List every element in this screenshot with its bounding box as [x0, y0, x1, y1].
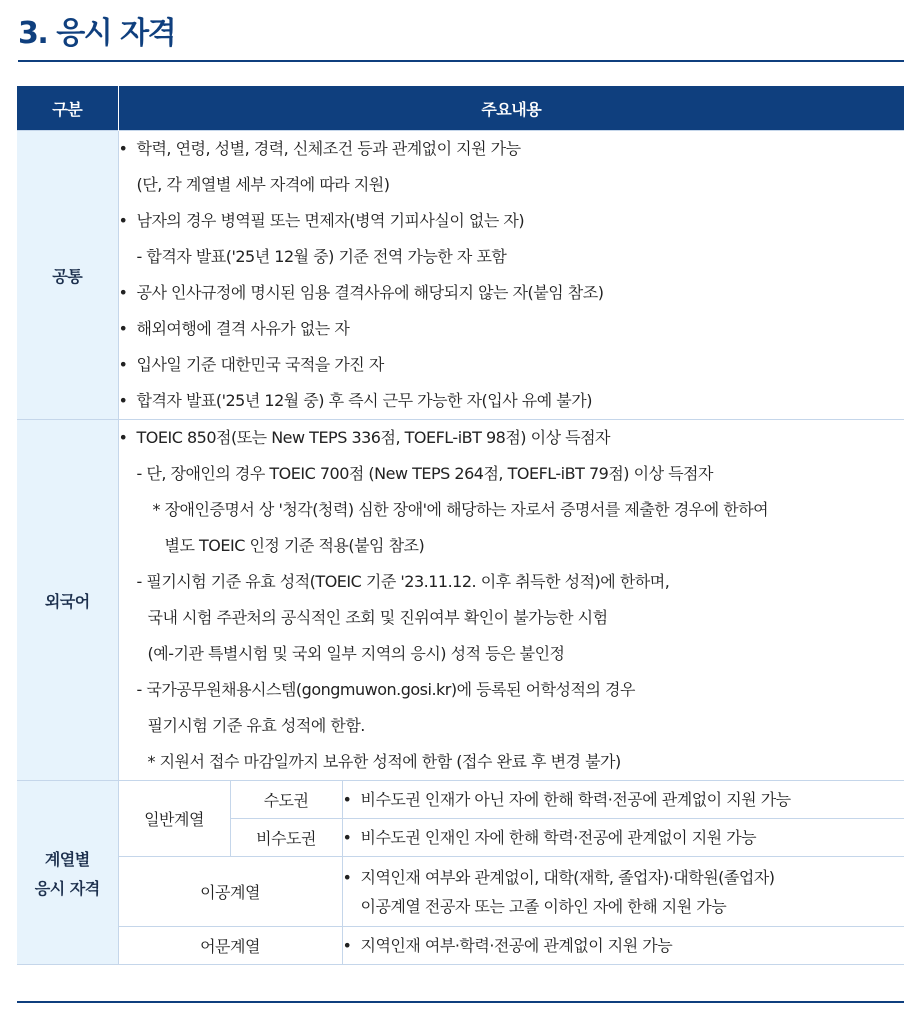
list-item: • 남자의 경우 병역필 또는 면제자(병역 기피사실이 없는 자): [119, 203, 905, 239]
category-foreign-language: 외국어: [17, 420, 118, 781]
list-item: • 지역인재 여부와 관계없이, 대학(재학, 졸업자)·대학원(졸업자): [343, 863, 905, 892]
general-track-label: 일반계열: [118, 781, 230, 857]
list-item: • 해외여행에 결격 사유가 없는 자: [119, 311, 905, 347]
list-subitem-continuation: 필기시험 기준 유효 성적에 한함.: [147, 716, 365, 735]
noncapital-area-content: [342, 819, 904, 857]
header-content: 주요내용: [118, 86, 904, 131]
qualification-table: [17, 86, 904, 965]
list-note: * 지원서 접수 마감일까지 보유한 성적에 한함 (접수 완료 후 변경 불가): [147, 752, 621, 771]
bullet: •: [118, 391, 128, 410]
section-title: 3. 응시 자격: [18, 16, 176, 51]
list-subitem: - 단, 장애인의 경우 TOEIC 700점 (New TEPS 264점, TOEFL-iBT 79점) 이상 득점자: [136, 464, 713, 483]
list-note-continuation: 별도 TOEIC 인정 기준 적용(붙임 참조): [164, 536, 425, 555]
list-item-continuation: 이공계열 전공자 또는 고졸 이하인 자에 한해 지원 가능: [360, 896, 727, 916]
list-item: • 입사일 기준 대한민국 국적을 가진 자: [119, 347, 905, 383]
bullet: •: [118, 319, 128, 338]
list-note: * 장애인증명서 상 '청각(청력) 심한 장애'에 해당하는 자로서 증명서를 제출한 경우에 한하여: [152, 500, 769, 519]
liberal-track-label: 어문계열: [118, 927, 342, 965]
bullet: •: [118, 283, 128, 302]
title-divider: [18, 60, 904, 62]
bullet: •: [118, 211, 128, 230]
row-foreign-language: [17, 420, 904, 781]
bullet: •: [342, 867, 352, 887]
science-track-content: [342, 857, 904, 927]
list-subitem: - 합격자 발표('25년 12월 중) 기준 전역 가능한 자 포함: [136, 247, 507, 266]
bullet: •: [118, 428, 128, 447]
bullet: •: [118, 139, 128, 158]
table-bottom-rule: [17, 1001, 904, 1003]
row-track-science: [17, 857, 904, 927]
list-item: • 비수도권 인재인 자에 한해 학력·전공에 관계없이 지원 가능: [343, 820, 905, 856]
list-item: • TOEIC 850점(또는 New TEPS 336점, TOEFL-iBT 98점) 이상 득점자: [119, 420, 905, 456]
category-common: 공통: [17, 131, 118, 420]
common-content: [118, 131, 904, 420]
capital-area-label: 수도권: [230, 781, 342, 819]
category-track-line1: 계열별: [44, 849, 90, 869]
list-item: • 지역인재 여부·학력·전공에 관계없이 지원 가능: [343, 928, 905, 964]
bullet: •: [342, 789, 352, 809]
list-item: • 비수도권 인재가 아닌 자에 한해 학력·전공에 관계없이 지원 가능: [343, 782, 905, 818]
bullet: •: [118, 355, 128, 374]
list-item: • 합격자 발표('25년 12월 중) 후 즉시 근무 가능한 자(입사 유예 불가): [119, 383, 905, 419]
row-track-capital: [17, 781, 904, 819]
list-item: • 학력, 연령, 성별, 경력, 신체조건 등과 관계없이 지원 가능: [119, 131, 905, 167]
category-track-line2: 응시 자격: [34, 878, 100, 898]
list-item-continuation: (단, 각 계열별 세부 자격에 따라 지원): [136, 175, 390, 194]
capital-area-content: [342, 781, 904, 819]
row-track-liberal: [17, 927, 904, 965]
liberal-track-content: [342, 927, 904, 965]
bullet: •: [342, 935, 352, 955]
header-category: 구분: [17, 86, 118, 131]
table-header-row: [17, 86, 904, 131]
bullet: •: [342, 827, 352, 847]
list-subitem-continuation: (예-기관 특별시험 및 국외 일부 지역의 응시) 성적 등은 불인정: [147, 644, 565, 663]
row-common: [17, 131, 904, 420]
category-track: [17, 781, 118, 965]
list-item: • 공사 인사규정에 명시된 임용 결격사유에 해당되지 않는 자(붙임 참조): [119, 275, 905, 311]
list-subitem-continuation: 국내 시험 주관처의 공식적인 조회 및 진위여부 확인이 불가능한 시험: [147, 608, 608, 627]
foreign-language-content: [118, 420, 904, 781]
noncapital-area-label: 비수도권: [230, 819, 342, 857]
science-track-label: 이공계열: [118, 857, 342, 927]
list-subitem: - 국가공무원채용시스템(gongmuwon.gosi.kr)에 등록된 어학성적의 경우: [136, 680, 635, 699]
list-subitem: - 필기시험 기준 유효 성적(TOEIC 기준 '23.11.12. 이후 취득한 성적)에 한하며,: [136, 572, 670, 591]
